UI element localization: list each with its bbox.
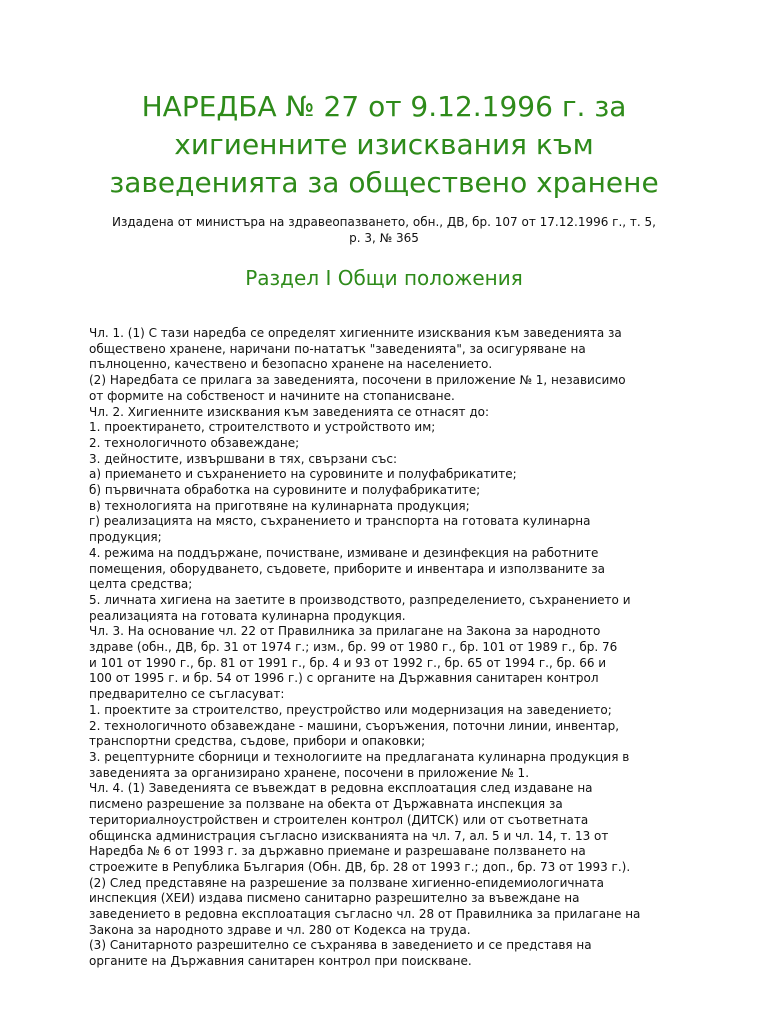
body-line: (2) След представяне на разрешение за ползване хигиенно-епидемиологичната: [89, 875, 604, 890]
body-line: писмено разрешение за ползване на обекта от Държавната инспекция за: [89, 797, 563, 812]
body-line: Наредба № 6 от 1993 г. за държавно приемане и разрешаване ползването на: [89, 844, 586, 859]
document-title: [60, 88, 708, 202]
title-line: хигиенните изисквания към: [174, 128, 594, 161]
body-line: г) реализацията на място, съхранението и транспорта на готовата кулинарна: [89, 514, 591, 529]
body-line: Чл. 4. (1) Заведенията се въвеждат в редовна експлоатация след издаване на: [89, 781, 593, 796]
section-heading: Раздел I Общи положения: [245, 266, 523, 290]
body-line: б) първичната обработка на суровините и полуфабрикатите;: [89, 483, 481, 498]
body-line: предварително се съгласуват:: [89, 687, 285, 702]
body-line: от формите на собственост и начините на стопанисване.: [89, 388, 455, 403]
body-line: общинска администрация съгласно изискванията на чл. 7, ал. 5 и чл. 14, т. 13 от: [89, 828, 609, 843]
body-line: Чл. 1. (1) С тази наредба се определят хигиенните изисквания към заведенията за: [89, 326, 622, 340]
body-line: заведението в редовна експлоатация съгласно чл. 28 от Правилника за прилагане на: [89, 907, 641, 922]
body-line: здраве (обн., ДВ, бр. 31 от 1974 г.; изм., бр. 99 от 1980 г., бр. 101 от 1989 г., бр. 76: [89, 640, 618, 655]
publication-info-line: Издадена от министъра на здравеопазването, обн., ДВ, бр. 107 от 17.12.1996 г., т. 5,: [112, 215, 656, 229]
publication-info-line: р. 3, № 365: [349, 231, 419, 245]
body-line: целта средства;: [89, 577, 193, 592]
body-line: 2. технологичното обзавеждане;: [89, 435, 300, 450]
body-line: пълноценно, качествено и безопасно хранене на населението.: [89, 357, 493, 372]
body-line: обществено хранене, наричани по-нататък "заведенията", за осигуряване на: [89, 341, 586, 356]
body-line: реализацията на готовата кулинарна продукция.: [89, 608, 406, 623]
body-line: органите на Държавния санитарен контрол при поискване.: [89, 954, 472, 969]
body-line: транспортни средства, съдове, прибори и опаковки;: [89, 734, 426, 749]
title-line: НАРЕДБА № 27 от 9.12.1996 г. за: [141, 90, 627, 123]
body-text: [89, 326, 689, 970]
body-line: (3) Санитарното разрешително се съхранява в заведението и се представя на: [89, 938, 592, 953]
body-line: продукция;: [89, 530, 162, 545]
body-line: 3. дейностите, извършвани в тях, свързани със:: [89, 451, 398, 466]
body-line: заведенията за организирано хранене, посочени в приложение № 1.: [89, 765, 530, 780]
body-line: Чл. 3. На основание чл. 22 от Правилника за прилагане на Закона за народното: [89, 624, 601, 639]
body-line: (2) Наредбата се прилага за заведенията, посочени в приложение № 1, независимо: [89, 373, 626, 388]
body-line: а) приемането и съхранението на суровините и полуфабрикатите;: [89, 467, 517, 482]
body-line: Чл. 2. Хигиенните изисквания към заведенията се отнасят до:: [89, 404, 490, 419]
body-line: 100 от 1995 г. и бр. 54 от 1996 г.) с органите на Държавния санитарен контрол: [89, 671, 599, 686]
body-line: 3. рецептурните сборници и технологиите на предлаганата кулинарна продукция в: [89, 749, 630, 764]
body-line: инспекция (ХЕИ) издава писмено санитарно разрешително за въвеждане на: [89, 891, 580, 906]
body-line: Закона за народното здраве и чл. 280 от Кодекса на труда.: [89, 922, 471, 937]
body-line: в) технологията на приготвяне на кулинарната продукция;: [89, 498, 470, 513]
title-line: заведенията за обществено хранене: [109, 166, 659, 199]
body-line: и 101 от 1990 г., бр. 81 от 1991 г., бр. 4 и 93 от 1992 г., бр. 65 от 1994 г., бр. 66 и: [89, 655, 607, 670]
body-line: помещения, оборудването, съдовете, приборите и инвентара и използваните за: [89, 561, 606, 576]
body-line: 4. режима на поддържане, почистване, измиване и дезинфекция на работните: [89, 545, 599, 560]
body-line: териториалноустройствен и строителен контрол (ДИТСК) или от съответната: [89, 812, 589, 827]
body-line: 1. проектирането, строителството и устройството им;: [89, 420, 436, 435]
body-line: 5. личната хигиена на заетите в производството, разпределението, съхранението и: [89, 592, 631, 607]
publication-info: [80, 214, 688, 246]
body-line: 2. технологичното обзавеждане - машини, съоръжения, поточни линии, инвентар,: [89, 718, 620, 733]
body-line: строежите в Република България (Обн. ДВ, бр. 28 от 1993 г.; доп., бр. 73 от 1993 г.).: [89, 859, 631, 874]
body-line: 1. проектите за строителство, преустройство или модернизация на заведението;: [89, 702, 612, 717]
